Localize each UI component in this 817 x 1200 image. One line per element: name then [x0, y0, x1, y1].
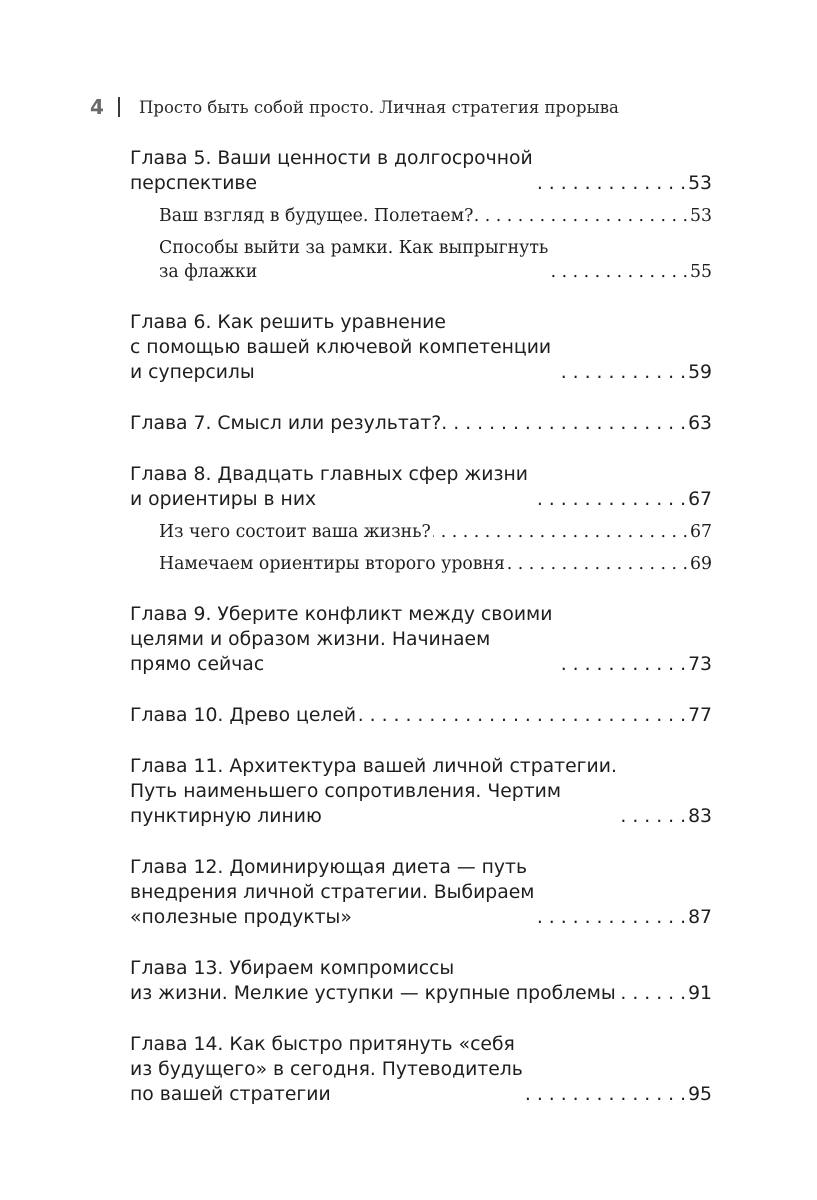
entry-gap — [130, 436, 712, 462]
toc-page-number: 63 — [688, 413, 712, 434]
toc-chapter-title: Глава 10. Древо целей — [130, 705, 357, 726]
leader-dots — [535, 171, 686, 196]
toc-chapter-title: Глава 12. Доминирующая диета — путь внедрения личной стратегии. Выбираем «полезные продукты» — [130, 857, 535, 928]
toc-page-number: 67 — [690, 522, 712, 542]
toc-page-number: 83 — [688, 806, 712, 827]
toc-subsection-title: Намечаем ориентиры второго уровня — [159, 554, 505, 574]
toc-subsection[interactable] — [130, 520, 712, 544]
leader-dots — [525, 1082, 686, 1107]
entry-gap — [130, 677, 712, 703]
toc-page-number: 73 — [688, 654, 712, 675]
toc-chapter-title: Глава 13. Убираем компромиссы из жизни. Мелкие уступки — крупные проблемы — [130, 958, 616, 1004]
entry-gap — [130, 284, 712, 310]
toc-page-number: 95 — [688, 1084, 712, 1105]
toc-chapter[interactable] — [130, 855, 712, 930]
toc-subsection[interactable] — [130, 552, 712, 576]
toc-chapter[interactable] — [130, 602, 712, 677]
table-of-contents — [130, 146, 712, 1107]
toc-subsection-title: Способы выйти за рамки. Как выпрыгнуть за флажки — [159, 238, 549, 282]
toc-chapter[interactable] — [130, 146, 712, 196]
toc-page-number: 55 — [690, 262, 712, 282]
toc-chapter[interactable] — [130, 956, 712, 1006]
page-number: 4 — [90, 95, 104, 119]
toc-page-number: 59 — [688, 362, 712, 383]
toc-page-number: 77 — [688, 705, 712, 726]
toc-page-number: 53 — [688, 173, 712, 194]
leader-dots — [550, 260, 688, 284]
leader-dots — [475, 204, 688, 228]
toc-subsection[interactable] — [130, 236, 712, 284]
running-head — [90, 93, 619, 121]
leader-dots — [536, 905, 686, 930]
toc-chapter[interactable] — [130, 1032, 712, 1107]
entry-gap — [130, 930, 712, 956]
toc-chapter-title: Глава 11. Архитектура вашей личной стратегии. Путь наименьшего сопротивления. Чертим пунктирную линию — [130, 756, 617, 827]
toc-chapter-title: Глава 5. Ваши ценности в долгосрочной перспективе — [130, 148, 533, 194]
toc-page-number: 91 — [688, 983, 712, 1004]
leader-dots — [618, 981, 686, 1006]
leader-dots — [443, 411, 686, 436]
entry-gap — [130, 576, 712, 602]
entry-gap — [130, 1006, 712, 1032]
leader-dots — [619, 804, 686, 829]
leader-dots — [530, 487, 686, 512]
leader-dots — [358, 703, 686, 728]
header-divider — [118, 97, 120, 117]
toc-chapter-title: Глава 14. Как быстро притянуть «себя из будущего» в сегодня. Путеводитель по вашей стратегии — [130, 1034, 523, 1105]
leader-dots — [507, 552, 688, 576]
entry-gap — [130, 385, 712, 411]
toc-chapter-title: Глава 9. Уберите конфликт между своими целями и образом жизни. Начинаем прямо сейчас — [130, 604, 553, 675]
toc-chapter[interactable] — [130, 310, 712, 385]
toc-page-number: 69 — [690, 554, 712, 574]
leader-dots — [554, 652, 686, 677]
toc-subsection-title: Ваш взгляд в будущее. Полетаем? — [159, 206, 474, 226]
toc-chapter-title: Глава 6. Как решить уравнение с помощью вашей ключевой компетенции и суперсилы — [130, 312, 552, 383]
leader-dots — [553, 360, 686, 385]
running-title: Просто быть собой просто. Личная стратегия прорыва — [139, 97, 619, 117]
entry-gap — [130, 829, 712, 855]
toc-chapter-title: Глава 7. Смысл или результат? — [130, 413, 442, 434]
toc-subsection-title: Из чего состоит ваша жизнь? — [159, 522, 431, 542]
toc-chapter[interactable] — [130, 411, 712, 436]
toc-page-number: 53 — [690, 206, 712, 226]
leader-dots — [433, 520, 688, 544]
toc-chapter-title: Глава 8. Двадцать главных сфер жизни и ориентиры в них — [130, 464, 528, 510]
toc-chapter[interactable] — [130, 703, 712, 728]
toc-subsection[interactable] — [130, 204, 712, 228]
entry-gap — [130, 728, 712, 754]
toc-page-number: 67 — [688, 489, 712, 510]
toc-chapter[interactable] — [130, 754, 712, 829]
toc-chapter[interactable] — [130, 462, 712, 512]
toc-page-number: 87 — [688, 907, 712, 928]
